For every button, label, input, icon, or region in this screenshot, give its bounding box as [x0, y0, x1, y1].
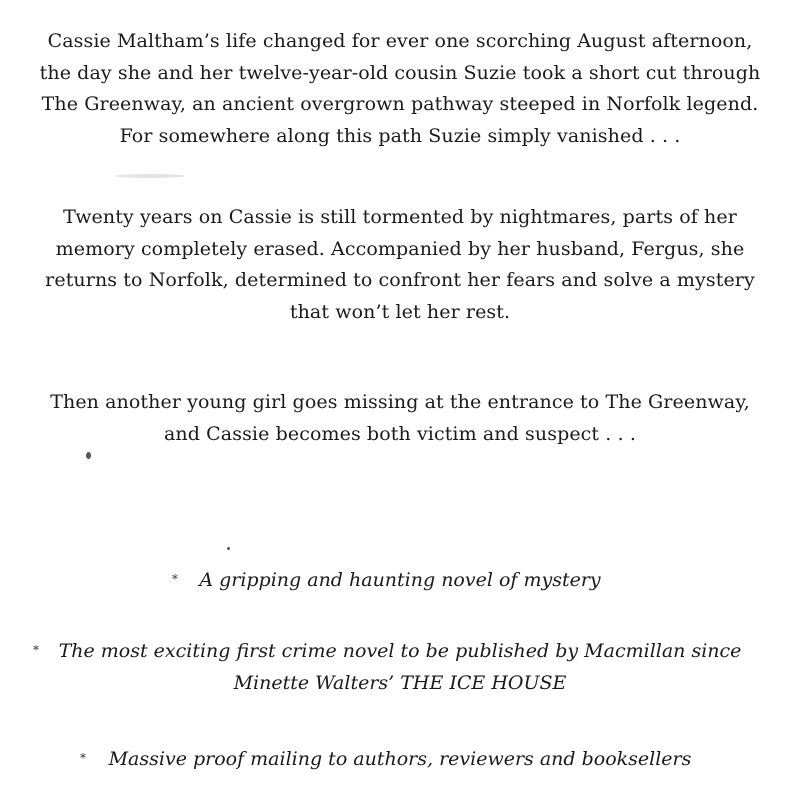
- blurb-line: Cassie Maltham’s life changed for ever one scorching August afternoon,: [47, 30, 753, 52]
- asterisk-icon: *: [172, 572, 178, 586]
- scan-smudge: [115, 174, 185, 178]
- blurb-line: memory completely erased. Accompanied by her husband, Fergus, she: [55, 237, 745, 260]
- blurb-paragraph-3: [0, 387, 800, 450]
- blurb-paragraph-1: [0, 26, 800, 152]
- highlight-text: The most exciting first crime novel to be published by Macmillan since: [58, 640, 742, 662]
- highlight-item: [0, 744, 800, 776]
- scan-speck: [227, 547, 230, 550]
- blurb-line: The Greenway, an ancient overgrown pathway steeped in Norfolk legend.: [41, 93, 759, 115]
- blurb-line: and Cassie becomes both victim and suspect . . .: [164, 422, 636, 445]
- scan-speck: [86, 452, 91, 459]
- blurb-line: that won’t let her rest.: [289, 300, 511, 323]
- blurb-line: the day she and her twelve-year-old cousin Suzie took a short cut through: [39, 61, 761, 84]
- highlight-item: [0, 565, 800, 597]
- highlight-text: Massive proof mailing to authors, reviewers and booksellers: [108, 748, 692, 770]
- highlight-text: Minette Walters’ THE ICE HOUSE: [233, 671, 567, 694]
- asterisk-icon: *: [80, 751, 86, 765]
- blurb-line: Twenty years on Cassie is still tormented by nightmares, parts of her: [63, 206, 737, 228]
- asterisk-icon: *: [33, 643, 39, 657]
- highlight-text: A gripping and haunting novel of mystery: [199, 569, 601, 591]
- highlight-item: [0, 636, 800, 699]
- blurb-line: For somewhere along this path Suzie simply vanished . . .: [119, 124, 681, 147]
- blurb-line: returns to Norfolk, determined to confront her fears and solve a mystery: [45, 269, 755, 291]
- blurb-paragraph-2: [0, 202, 800, 328]
- blurb-line: Then another young girl goes missing at the entrance to The Greenway,: [50, 391, 750, 413]
